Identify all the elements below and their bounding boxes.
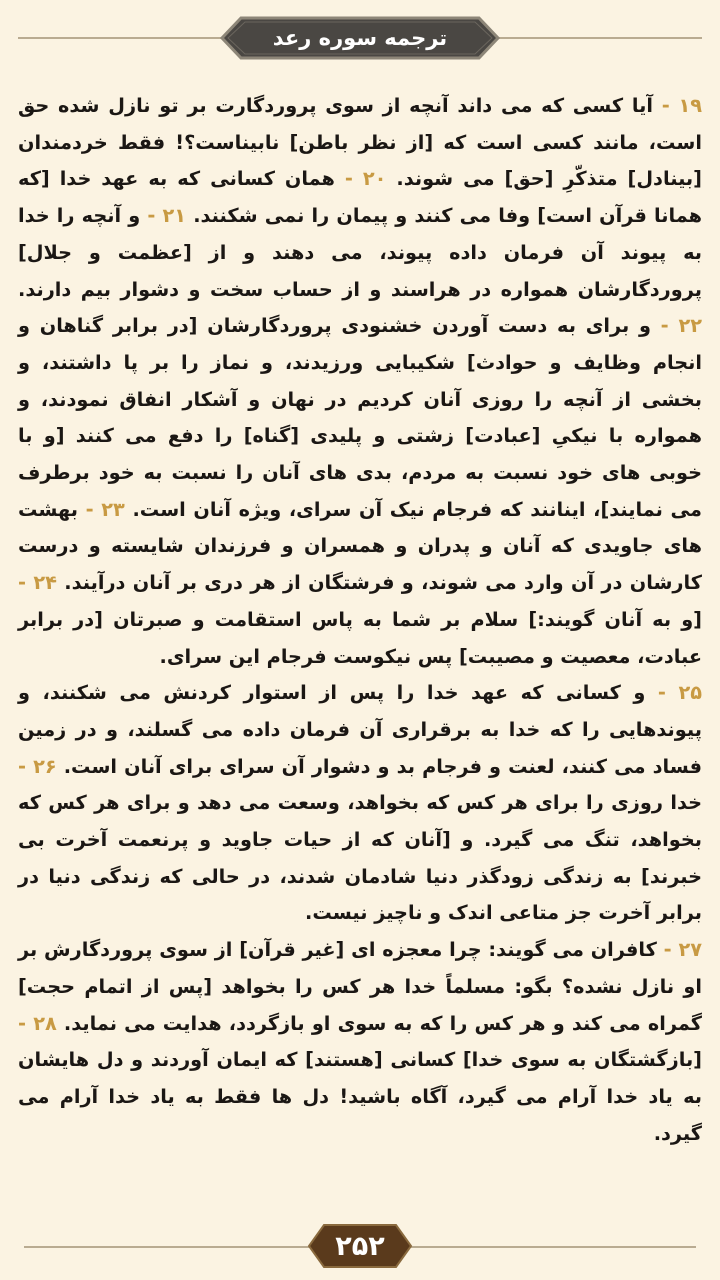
- verse-number: ۱۹: [678, 94, 702, 117]
- verse-text: [و به آنان گویند:] سلام بر شما به پاس استقامت و صبرتان [در برابر عبادت، معصیت و مصیبت] پس نیکوست فرجام این سرای.: [18, 607, 702, 668]
- verse-number: ۲۵: [678, 681, 702, 705]
- verse-text: همان کسانی که به عهد خدا [که همانا قرآن است] وفا می کنند و پیمان را نمی شکنند.: [18, 167, 702, 228]
- verses-paragraph: ۲۷ - کافران می گویند: چرا معجزه ای [غیر قرآن] از سوی پروردگارش بر او نازل نشده؟ بگو: مسلماً خدا هر کس را بخواهد [پس از اتمام حجت] گمراه می کند و هر کس را که به سوی او بازگردد، هدایت می نماید. ۲۸ - [بازگشتگان به سوی خدا] کسانی [هستند] که ایمان آوردند و دل هایشان به یاد خدا آرام می گیرد، آگاه باشید! دل ها فقط به یاد خدا آرام می گیرد.: [18, 938, 703, 1145]
- verses-paragraph: ۱۹ - آیا کسی که می داند آنچه از سوی پروردگارت بر تو نازل شده حق است، مانند کسی است که [از نظر باطن] نابیناست؟! فقط خردمندان [بینادل] متذکّرِ [حق] می شوند. ۲۰ - همان کسانی که به عهد خدا [که همانا قرآن است] وفا می کنند و پیمان را نمی شکنند. ۲۱ - و آنچه را خدا به پیوند آن فرمان داده پیوند، می دهند و از [عظمت و جلال] پروردگارشان همواره در هراسند و از حساب سخت و دشوار بیم دارند. ۲۲ - و برای به دست آوردن خشنودی پروردگارشان [در برابر گناهان و انجام وظایف و حوادث] شکیبایی ورزیدند، و نماز را بر پا داشتند، و بخشی از آنچه را روزی آنان کردیم در نهان و آشکار انفاق نمودند، و همواره با نیکیِ [عبادت] زشتی و پلیدی [گناه] را دفع می کنند [و با خوبی های خود نسبت به مردم، بدی های آنان را نسبت به خود برطرف می نمایند]، اینانند که فرجام نیک آن سرای، ویژه آنان است. ۲۳ - بهشت های جاویدی که آنان و پدران و همسران و فرزندان شایسته و درست کارشان در آن وارد می شوند، و فرشتگان از هر دری بر آنان درآیند. ۲۴ - [و به آنان گویند:] سلام بر شما به پاس استقامت و صبرتان [در برابر عبادت، معصیت و مصیبت] پس نیکوست فرجام این سرای.: [18, 94, 702, 668]
- verse-text: و آنچه را خدا به پیوند آن فرمان داده پیوند، می دهند و از [عظمت و جلال] پروردگارشان همواره در هراسند و از حساب سخت و دشوار بیم دارند.: [18, 204, 702, 301]
- verse-number: ۲۰: [362, 167, 387, 191]
- title-banner: [219, 15, 501, 61]
- verse-text: و برای به دست آوردن خشنودی پروردگارشان [در برابر گناهان و انجام وظایف و حوادث] شکیبایی ورزیدند، و نماز را بر پا داشتند، و بخشی از آنچه را روزی آنان کردیم در نهان و آشکار انفاق نمودند، و همواره با نیکیِ [عبادت] زشتی و پلیدی [گناه] را دفع می کنند [و با خوبی های خود نسبت به مردم، بدی های آنان را نسبت به خود برطرف می نمایند]، اینانند که فرجام نیک آن سرای، ویژه آنان است.: [18, 314, 702, 521]
- verse-number: ۲۱: [162, 204, 187, 228]
- verse-number: ۲۲: [678, 314, 702, 338]
- verse-text: و کسانی که عهد خدا را پس از استوار کردنش می شکنند، و پیوندهایی را که خدا به برقراری آن فرمان داده می گسلند، و در زمین فساد می کنند، لعنت و فرجام بد و دشوار آن سرای برای آنان است.: [18, 681, 703, 778]
- verse-number: ۲۴: [33, 571, 57, 595]
- verse-text: [بازگشتگان به سوی خدا] کسانی [هستند] که ایمان آوردند و دل هایشان به یاد خدا آرام می گیرد، آگاه باشید! دل ها فقط به یاد خدا آرام می گیرد.: [18, 1048, 702, 1145]
- verse-text: کافران می گویند: چرا معجزه ای [غیر قرآن] از سوی پروردگارش بر او نازل نشده؟ بگو: مسلماً خدا هر کس را بخواهد [پس از اتمام حجت] گمراه می کند و هر کس را که به سوی او بازگردد، هدایت می نماید.: [18, 938, 703, 1035]
- verse-text: بهشت های جاویدی که آنان و پدران و همسران و فرزندان شایسته و درست کارشان در آن وارد می شوند، و فرشتگان از هر دری بر آنان درآیند.: [18, 497, 702, 595]
- page-number-badge: [306, 1222, 414, 1270]
- verse-number: ۲۶: [33, 754, 57, 778]
- verse-number: ۲۸: [33, 1011, 57, 1035]
- page-number: ۲۵۲: [335, 1230, 385, 1262]
- translation-text: [18, 88, 702, 1152]
- page-title: ترجمه سوره رعد: [272, 26, 448, 50]
- verse-number: ۲۷: [678, 938, 702, 962]
- verse-text: آیا کسی که می داند آنچه از سوی پروردگارت بر تو نازل شده حق است، مانند کسی است که [از نظر باطن] نابیناست؟! فقط خردمندان [بینادل] متذکّرِ [حق] می شوند.: [18, 94, 702, 191]
- verse-number: ۲۳: [101, 497, 125, 521]
- verses-paragraph: ۲۵ - و کسانی که عهد خدا را پس از استوار کردنش می شکنند، و پیوندهایی را که خدا به برقراری آن فرمان داده می گسلند، و در زمین فساد می کنند، لعنت و فرجام بد و دشوار آن سرای برای آنان است. ۲۶ - خدا روزی را برای هر کس که بخواهد، وسعت می دهد و برای هر کس که بخواهد، تنگ می گیرد. و [آنان که از حیات جاوید و پرنعمت آخرت بی خبرند] به زندگی زودگذر دنیا شادمان شدند، در حالی که زندگی دنیا در برابر آخرت جز متاعی اندک و ناچیز نیست.: [18, 681, 703, 925]
- verse-text: خدا روزی را برای هر کس که بخواهد، وسعت می دهد و برای هر کس که بخواهد، تنگ می گیرد. و [آنان که از حیات جاوید و پرنعمت آخرت بی خبرند] به زندگی زودگذر دنیا شادمان شدند، در حالی که زندگی دنیا در برابر آخرت جز متاعی اندک و ناچیز نیست.: [18, 791, 702, 925]
